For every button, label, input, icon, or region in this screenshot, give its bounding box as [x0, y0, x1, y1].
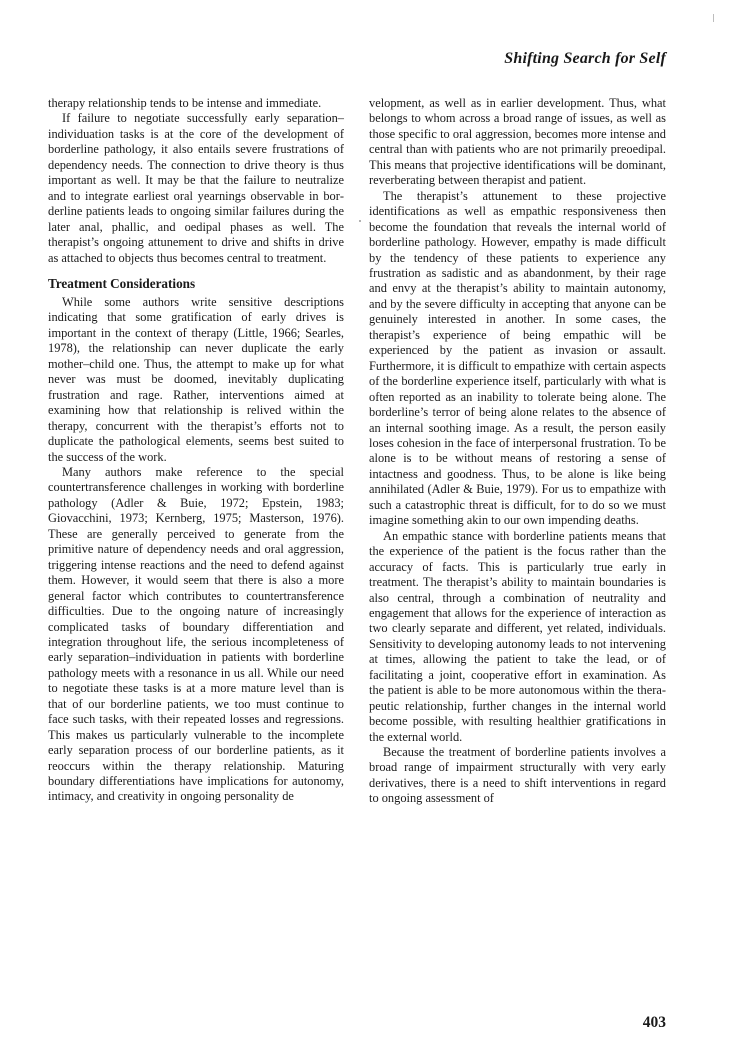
paragraph: Many authors make reference to the special countertransference challenges in working with borderline pathology (Adler & Buie, 1972; Epstein, 1983; Giovacchini, 1973; Kernberg, 1975; Masterson, 1976). These are generally perceived to generate from the primitive nature of dependency needs and oral aggression, triggering intense reactions and the need to defend against them. However, it would seem that there is also a more general factor which contributes to countertransference difficulties. Due to the ongoing nature of increasingly complicated tasks of boundary differentiation and integration throughout life, the serious incompleteness of early separation–individuation in patients with borderline pathology meets with a resonance in us all. While our need to negotiate these tasks is at a more mature level than is that of our borderline patients, we too must continue to face such tasks, with their repeated losses and regressions. This makes us particularly vulnerable to the incomplete early separation process of our borderline patients, as it reoccurs within the therapy relationship. Maturing boundary differentiations have implications for autonomy, intimacy, and creativity in ongoing personality de: [48, 464, 344, 804]
running-head: Shifting Search for Self: [504, 50, 666, 67]
scan-speck: [359, 220, 361, 222]
margin-mark: [713, 14, 714, 22]
left-column: [48, 96, 344, 805]
paragraph: The therapist’s attunement to these projective identifications as well as empathic responsiveness then become the foundation that reveals the internal world of borderline pathology. However, empathy is made difficult by the tendency of these patients to experience any frustration as sadistic and as abandonment, by their rage and envy at the therapist’s ability to maintain autonomy, and by the severe difficulty in accepting that anyone can be genuinely interested in another. In some cases, the therapist’s experience of being empathic will be experienced by the patient as invasion or assault. Furthermore, it is difficult to empathize with certain aspects of the borderline experience itself, particularly with what is often reported as an inability to tolerate being alone. The borderline’s terror of being alone relates to the absence of an internal soothing image. As a result, the person easily loses cohesion in the face of interpersonal frustration. To be alone is to be without means of restoring a sense of intactness and goodness. Thus, to be alone is like being annihilated (Adler & Buie, 1979). For us to empathize with such a catastrophic threat is difficult, for to do so we must imagine something akin to our own impending deaths.: [369, 188, 666, 528]
paragraph: therapy relationship tends to be intense and immediate.: [48, 96, 322, 110]
paragraph: Because the treatment of borderline patients involves a broad range of impairment structurally with very early derivatives, there is a need to shift interventions in regard to ongoing assessment of: [369, 745, 666, 806]
paragraph: If failure to negotiate successfully early separation–individuation tasks is at the core of the development of borderline pathology, it also entails severe frustrations of dependency needs. The connection to drive theory is thus important as well. It may be that the failure to neutralize and to integrate earliest oral yearnings observable in borderline patients leads to ongoing similar failures during the later anal, phallic, and oedipal phases as well. The therapist’s ongoing attunement to drive and shifts in drive as attached to objects thus becomes central to treatment.: [48, 111, 344, 265]
section-heading: Treatment Considerations: [48, 275, 196, 291]
paragraph: An empathic stance with borderline patients means that the experience of the patient is the focus rather than the accuracy of facts. This is particularly true early in treatment. The therapist’s ability to maintain boundaries is also central, through a combination of neutrality and engagement that allows for the experience of interaction as two clearly separate and different, yet related, individuals. Sensitivity to developing autonomy leads to not intervening at times, allowing the patient to take the lead, or of facilitating a joint, cooperative effort in examination. As the patient is able to be more autonomous within the therapeutic relationship, further changes in the internal world become possible, with resulting healthier gratifications in the external world.: [369, 528, 666, 744]
page-number: 403: [642, 1014, 666, 1031]
paragraph: While some authors write sensitive descriptions indicating that some gratification of early drives is important in the context of therapy (Little, 1966; Searles, 1978), the relationship can never duplicate the early mother–child one. Thus, the attempt to make up for what never was must be doomed, inevitably duplicating frustration and rage. Rather, interventions aimed at examining how that relationship is relived within the therapy, concurrent with the therapist’s efforts not to duplicate the pathological elements, seems best suited to the success of the work.: [48, 294, 344, 464]
right-column: [369, 96, 666, 807]
paragraph: velopment, as well as in earlier development. Thus, what belongs to whom across a broad range of issues, as well as those specific to oral aggression, becomes more intense and central than with patients who are not primarily preoedipal. This means that projective identifications will be dominant, reverberating between therapist and patient.: [369, 96, 666, 188]
